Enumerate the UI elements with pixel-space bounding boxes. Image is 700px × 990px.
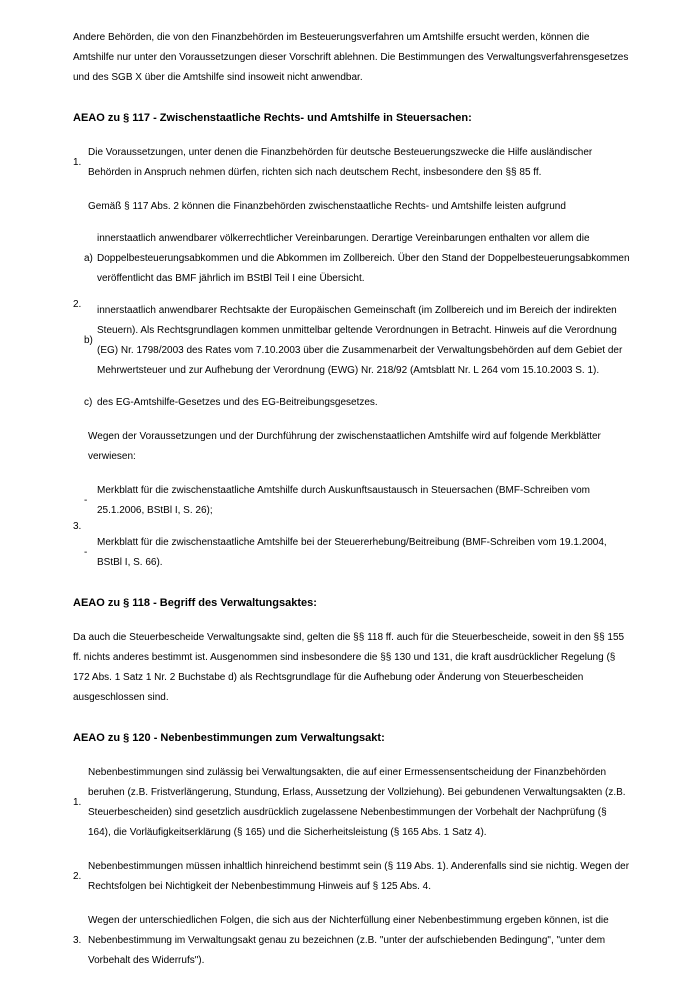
list-item-content — [84, 197, 630, 413]
list-item-text: Die Voraussetzungen, unter denen die Finanzbehörden für deutsche Besteuerungszwecke die Hilfe ausländischer Behörden in Anspruch nehmen dürfen, richten sich nach deutschem Recht, insbesondere den §§ 85 ff. — [88, 147, 593, 178]
list-item-number: 3. — [73, 935, 82, 946]
list-item-number: 1. — [73, 797, 82, 808]
list-item — [73, 143, 630, 183]
list-item — [73, 911, 630, 971]
dash-item-text: Merkblatt für die zwischenstaatliche Amtshilfe durch Auskunftsaustausch in Steuersachen (BMF-Schreiben vom 25.1.2006, BStBl I, S. 26); — [97, 485, 591, 516]
letter-item — [84, 301, 630, 381]
list-item-text: Wegen der unterschiedlichen Folgen, die sich aus der Nichterfüllung einer Nebenbestimmung ergeben können, ist die Nebenbestimmung im Verwaltungsakt genau zu bezeichnen (z.B. "unter der aufschiebenden Bedingung", "unter dem Vorbehalt des Widerrufs"). — [88, 915, 609, 966]
list-item-number: 2. — [73, 871, 82, 882]
list-item-number: 2. — [73, 299, 82, 310]
merkblaetter-intro-paragraph: Wegen der Voraussetzungen und der Durchführung der zwischenstaatlichen Amtshilfe wird auf folgende Merkblätter verwiesen: — [88, 431, 601, 462]
letter-item-text: des EG-Amtshilfe-Gesetzes und des EG-Beitreibungsgesetzes. — [97, 397, 378, 408]
list-item-content — [88, 911, 630, 971]
letter-item — [84, 229, 630, 289]
heading-aeao-118: AEAO zu § 118 - Begriff des Verwaltungsaktes: — [73, 597, 317, 609]
list-item-text: Nebenbestimmungen sind zulässig bei Verwaltungsakten, die auf einer Ermessensentscheidung der Finanzbehörden beruhen (z.B. Fristverlängerung, Stundung, Erlass, Aussetzung der Vollziehung). Bei gebundenen Verwaltungsakten (z.B. Steuerbescheiden) sind gesetzlich ausdrücklich zugelassene Nebenbestimmungen der Vorbehalt der Nachprüfung (§ 164), die Vorläufigkeitserklärung (§ 165) und die Sicherheitsleistung (§ 165 Abs. 1 Satz 4). — [88, 767, 626, 838]
intro-paragraph: Andere Behörden, die von den Finanzbehörden im Besteuerungsverfahren um Amtshilfe ersucht werden, können die Amtshilfe nur unter den Voraussetzungen dieser Vorschrift ablehnen. Die Bestimmungen des Verwaltungsverfahrensgesetzes und des SGB X über die Amtshilfe sind insoweit nicht anwendbar. — [73, 32, 629, 83]
heading-aeao-120: AEAO zu § 120 - Nebenbestimmungen zum Verwaltungsakt: — [73, 732, 385, 744]
list-item — [73, 857, 630, 897]
letter-item-text: innerstaatlich anwendbarer völkerrechtlicher Vereinbarungen. Derartige Vereinbarungen enthalten vor allem die Doppelbesteuerungsabkommen und die Abkommen im Zollbereich. Über den Stand der Doppelbesteuerungsabkommen veröffentlicht das BMF jährlich im BStBl Teil I eine Übersicht. — [97, 233, 630, 284]
letter-item-marker: b) — [84, 335, 93, 346]
dash-item — [84, 481, 630, 521]
letter-item — [84, 393, 630, 413]
list-item — [73, 481, 630, 573]
list-item-number: 1. — [73, 157, 82, 168]
list-item-intro-text: Gemäß § 117 Abs. 2 können die Finanzbehörden zwischenstaatliche Rechts- und Amtshilfe leisten aufgrund — [88, 201, 566, 212]
dash-item-marker: - — [84, 495, 88, 506]
letter-item-text: innerstaatlich anwendbarer Rechtsakte der Europäischen Gemeinschaft (im Zollbereich und im Bereich der indirekten Steuern). Als Rechtsgrundlagen kommen unmittelbar geltende Verordnungen in Betracht. Hinweis auf die Verordnung (EG) Nr. 1798/2003 des Rates vom 7.10.2003 über die Zusammenarbeit der Verwaltungsbehörden auf dem Gebiet der Mehrwertsteuer und zur Aufhebung der Verordnung (EWG) Nr. 218/92 (Amtsblatt Nr. L 264 vom 15.10.2003 S. 1). — [97, 305, 623, 376]
letter-sublist — [84, 229, 630, 413]
heading-aeao-117: AEAO zu § 117 - Zwischenstaatliche Rechts- und Amtshilfe in Steuersachen: — [73, 112, 472, 124]
list-item-content — [88, 857, 630, 897]
dash-item — [84, 533, 630, 573]
list-item-text: Nebenbestimmungen müssen inhaltlich hinreichend bestimmt sein (§ 119 Abs. 1). Anderenfalls sind sie nichtig. Wegen der Rechtsfolgen bei Nichtigkeit der Nebenbestimmung Hinweis auf § 125 Abs. 4. — [88, 861, 630, 892]
list-item-number: 3. — [73, 521, 82, 532]
list-item — [73, 197, 630, 413]
list-item-content — [88, 143, 630, 183]
dash-sublist — [84, 481, 630, 573]
numbered-list-section-120 — [73, 763, 630, 971]
letter-item-marker: a) — [84, 253, 93, 264]
dash-item-text: Merkblatt für die zwischenstaatliche Amtshilfe bei der Steuererhebung/Beitreibung (BMF-Schreiben vom 19.1.2004, BStBl I, S. 66). — [97, 537, 607, 568]
list-item-content — [84, 481, 630, 573]
list-item-content — [88, 763, 630, 843]
list-item — [73, 763, 630, 843]
numbered-list-section-117 — [73, 143, 630, 573]
letter-item-marker: c) — [84, 397, 93, 408]
section-118-body-paragraph: Da auch die Steuerbescheide Verwaltungsakte sind, gelten die §§ 118 ff. auch für die Steuerbescheide, soweit in den §§ 155 ff. nichts anderes bestimmt ist. Ausgenommen sind insbesondere die §§ 130 und 131, die kraft ausdrücklicher Regelung (§ 172 Abs. 1 Satz 1 Nr. 2 Buchstabe d) als Rechtsgrundlage für die Aufhebung oder Änderung von Steuerbescheiden ausgeschlossen sind. — [73, 632, 625, 703]
dash-item-marker: - — [84, 547, 88, 558]
